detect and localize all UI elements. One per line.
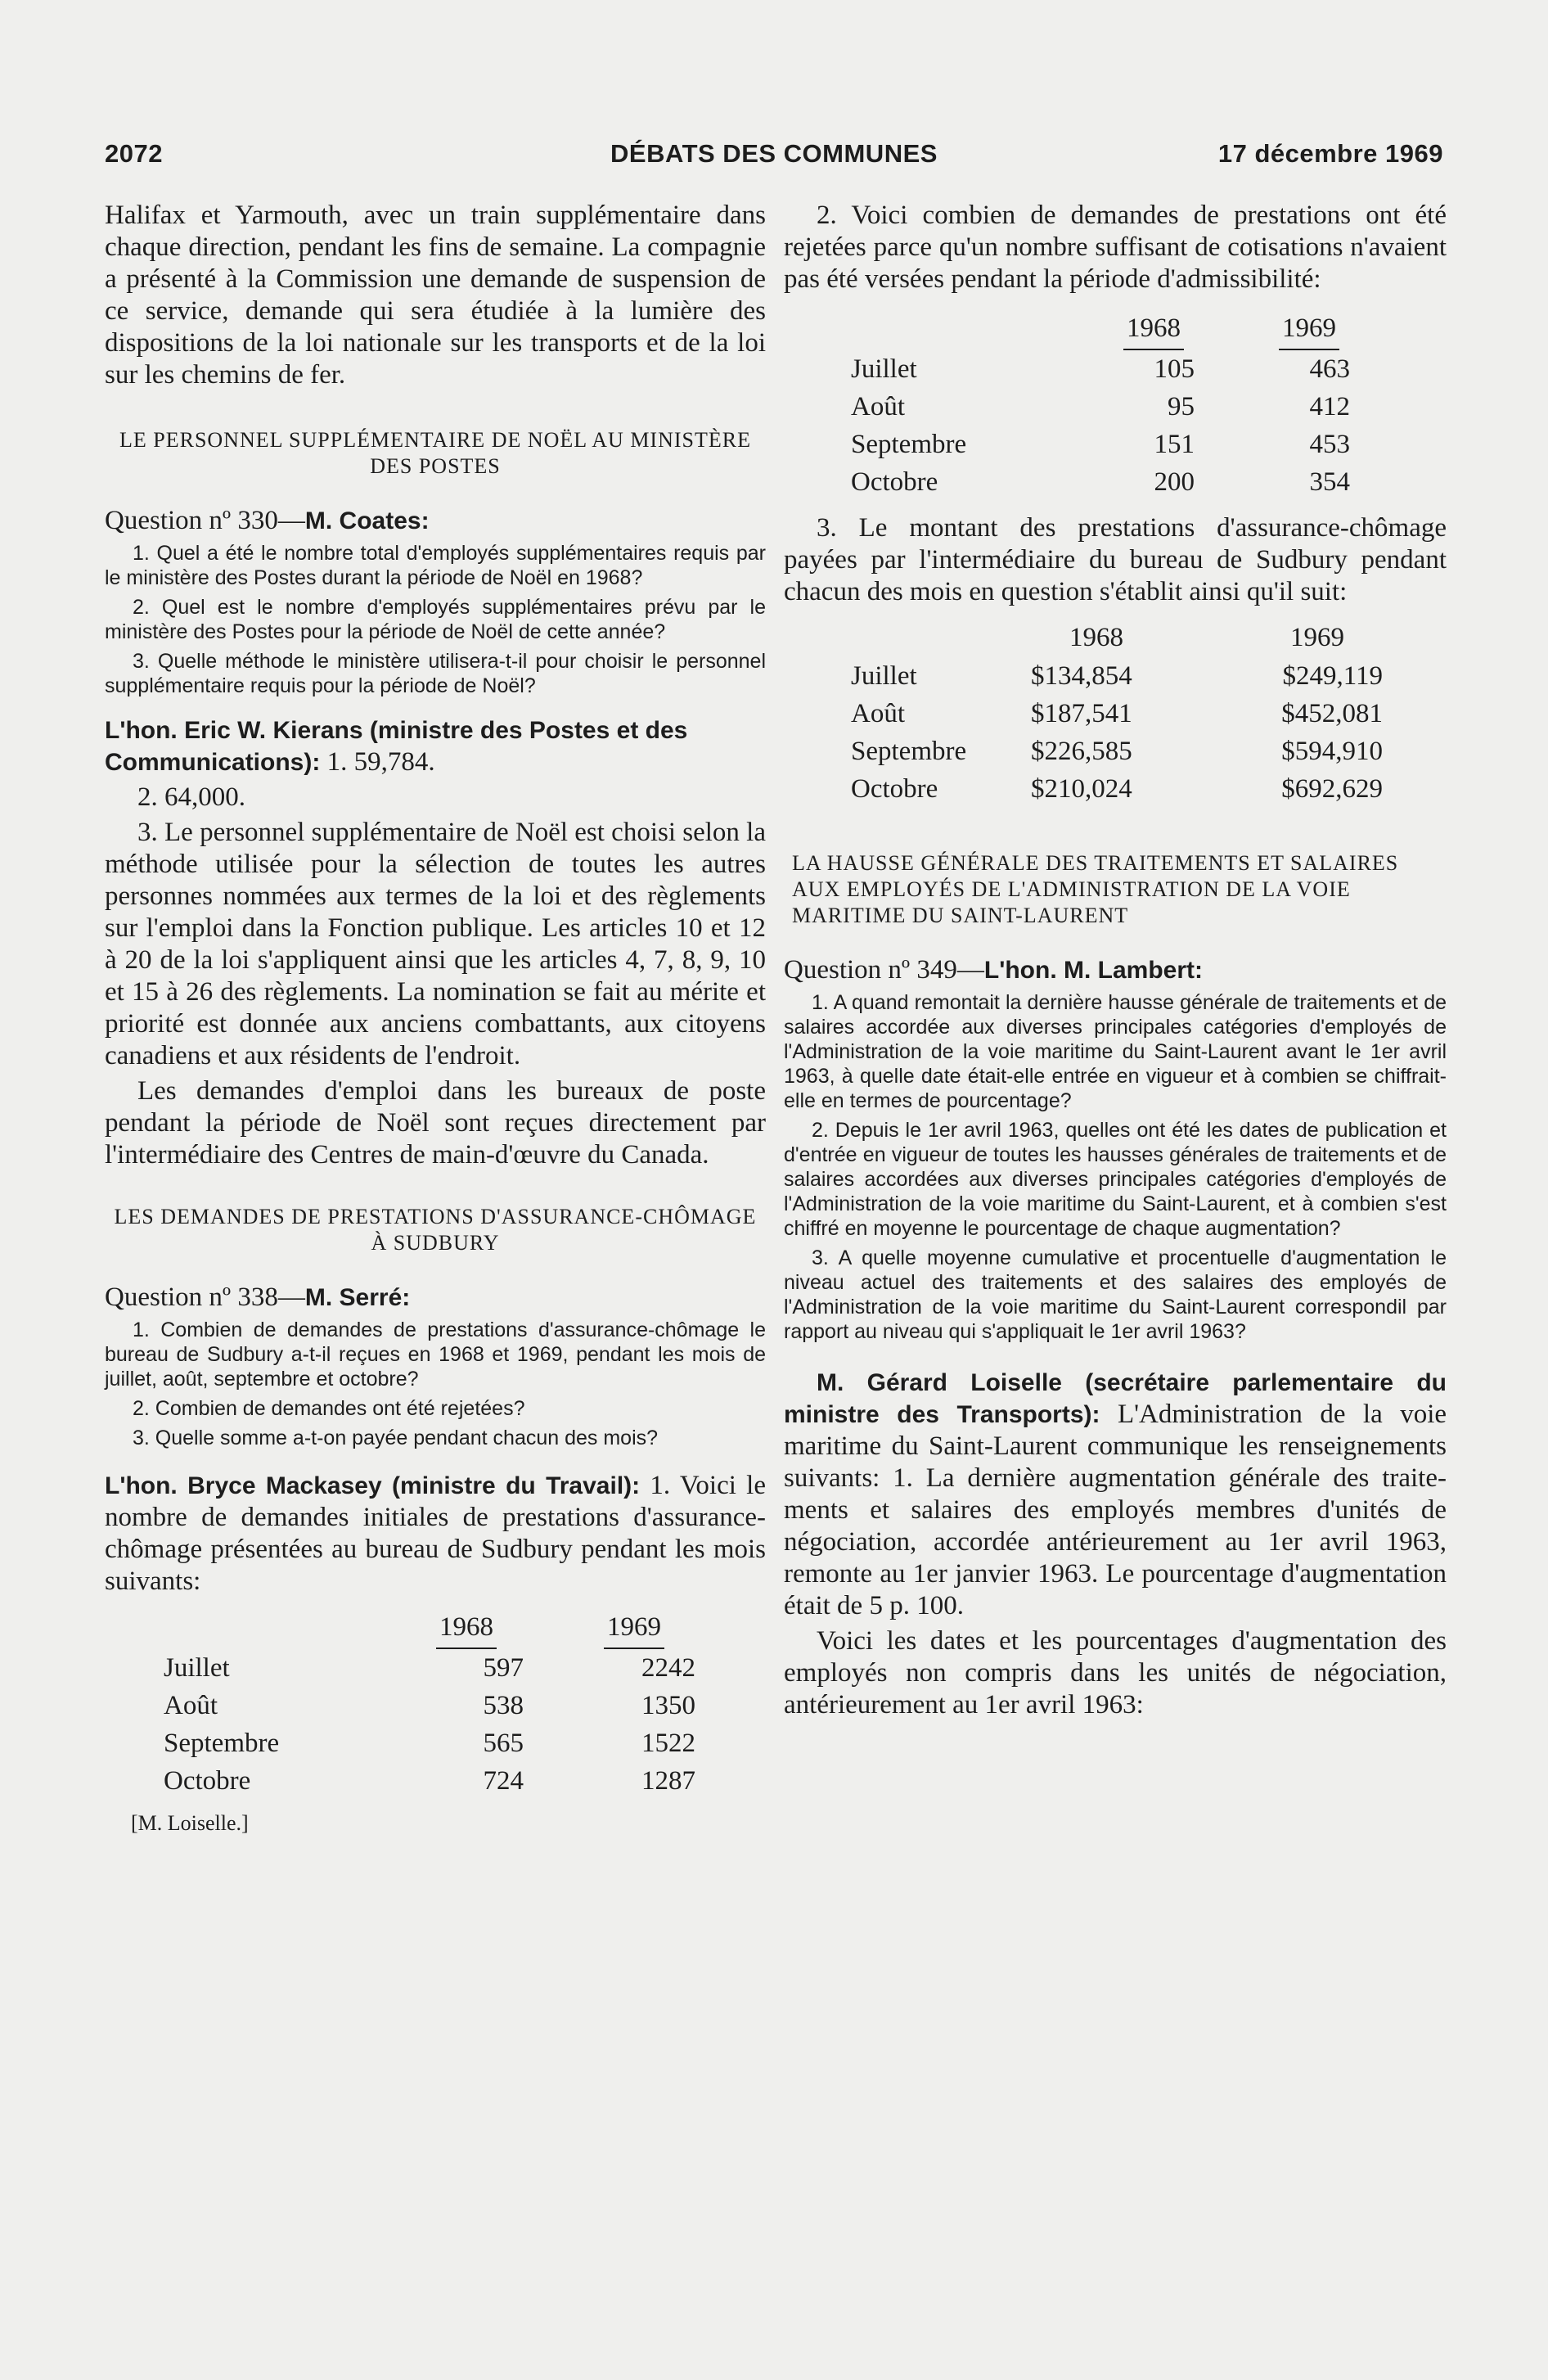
table-header: 1969 [1282, 313, 1336, 343]
table-row [164, 1762, 695, 1800]
question-item: 2. Quel est le nombre d'employés supplémentaires prévu par le ministère des Postes pour la période de Noël de cette année? [105, 596, 766, 643]
month-cell: Juillet [164, 1652, 230, 1683]
claims-table [164, 1612, 695, 1800]
value-cell: 1287 [641, 1765, 695, 1796]
table-row [851, 695, 1383, 732]
question-item: 1. Combien de demandes de prestations d'assurance-chômage le bureau de Sudbury a-t-il reçues en 1968 et 1969, pendant les mois de juillet, août, septembre et octobre? [105, 1318, 766, 1391]
value-cell: 565 [483, 1728, 524, 1758]
section-heading-sudbury: LES DEMANDES DE PRESTATIONS D'ASSURANCE-CHÔMAGE À SUDBURY [114, 1205, 757, 1255]
month-cell: Septembre [851, 429, 967, 459]
value-cell: $692,629 [1281, 773, 1383, 804]
question-item: 1. A quand remontait la dernière hausse générale de traitements et de salaires accordée aux diverses principales catégories d'employés de l'Administration de la voie maritime du Saint-Laurent avant le 1er avril 1963, à quelle date était-elle entrée en vigueur et à combien se chiffrait-elle en termes de pourcentage? [784, 991, 1447, 1112]
page-number: 2072 [105, 139, 163, 168]
question-349-line [784, 953, 1447, 987]
table-row [851, 426, 1350, 463]
value-cell: $210,024 [1031, 773, 1132, 804]
question-338-line [105, 1281, 766, 1314]
answer-item: Voici les dates et les pourcentages d'augmentation des employés non compris dans les unités de négociation, antérieurement au 1er avril 1963: [784, 1626, 1447, 1720]
value-cell: 724 [483, 1765, 524, 1796]
value-cell: 1522 [641, 1728, 695, 1758]
answer-text: L'Administration de la voie maritime du Saint-Laurent communique les renseignements suivants: 1. La dernière augmentation générale des traitements et salaires des employés membres d'unités de négociation, accordée antérieurement au 1er avril 1963, remonte au 1er janvier 1963. Le pourcentage d'augmentation était de 5 p. 100. [784, 1400, 1447, 1620]
question-330-line [105, 504, 766, 538]
table-row [164, 1649, 695, 1687]
table-header: 1968 [1127, 313, 1181, 343]
table-row [164, 1687, 695, 1724]
answer-speaker: L'hon. Bryce Mackasey (ministre du Travail): [105, 1472, 641, 1499]
benefits-paid-table [851, 623, 1383, 808]
speaker-tag: [M. Loiselle.] [131, 1811, 249, 1835]
question-item: 3. Quelle somme a-t-on payée pendant chacun des mois? [133, 1427, 659, 1449]
table-header: 1968 [1069, 623, 1123, 652]
value-cell: 2242 [641, 1652, 695, 1683]
table-header: 1969 [607, 1612, 661, 1642]
publication-title: DÉBATS DES COMMUNES [610, 139, 938, 168]
answer-speaker: L'hon. Eric W. Kierans (ministre des Postes et des Communications): [105, 717, 688, 776]
answer-speaker: M. Gérard Loiselle (secrétaire parlementaire du ministre des Transports): [784, 1369, 1447, 1428]
answer-330 [105, 714, 766, 778]
question-author: L'hon. M. Lambert: [983, 957, 1204, 984]
answer-item: 2. Voici combien de demandes de prestations ont été rejetées parce qu'un nombre suffisant de cotisations n'avaient pas été versées pendant la période d'admissibilité: [784, 201, 1447, 294]
value-cell: 412 [1309, 391, 1350, 421]
value-cell: 354 [1309, 467, 1350, 497]
answer-item: 2. 64,000. [137, 782, 245, 812]
table-header: 1968 [439, 1612, 493, 1642]
month-cell: Août [851, 698, 905, 728]
table-row [851, 732, 1383, 770]
month-cell: Juillet [851, 354, 917, 384]
left-column [105, 200, 766, 1836]
month-cell: Septembre [164, 1728, 280, 1758]
answer-text: 1. Voici le nombre de demandes initiales de prestations d'assurance-chômage présentées au bureau de Sudbury pendant les mois suivants: [105, 1471, 766, 1596]
question-label: Question nº 349— [784, 955, 984, 985]
value-cell: 453 [1309, 429, 1350, 459]
question-author: M. Serré: [304, 1284, 411, 1311]
question-item: 1. Quel a été le nombre total d'employés supplémentaires requis par le ministère des Postes durant la période de Noël en 1968? [105, 542, 766, 589]
question-label: Question nº 338— [105, 1282, 305, 1312]
month-cell: Septembre [851, 736, 967, 766]
question-item: 3. A quelle moyenne cumulative et procentuelle d'augmentation le niveau actuel des traitements et des salaires des employés de l'Administration de la voie maritime du Saint-Laurent correspondil par rapport au niveau qui s'appliquait le 1er avril 1963? [784, 1246, 1447, 1343]
question-author: M. Coates: [304, 507, 430, 534]
right-column [784, 200, 1447, 1721]
table-row [851, 770, 1383, 808]
month-cell: Octobre [164, 1765, 251, 1796]
value-cell: $452,081 [1281, 698, 1383, 728]
question-item: 3. Quelle méthode le ministère utilisera-t-il pour choisir le personnel supplémentaire requis pour la période de Noël? [105, 650, 766, 697]
section-heading-christmas-staff: LE PERSONNEL SUPPLÉMENTAIRE DE NOËL AU MINISTÈRE DES POSTES [119, 428, 751, 478]
table-row [851, 388, 1350, 426]
value-cell: 1350 [641, 1690, 695, 1720]
table-row [851, 463, 1350, 501]
value-cell: $594,910 [1281, 736, 1383, 766]
value-cell: $187,541 [1031, 698, 1132, 728]
running-header [105, 139, 1443, 175]
month-cell: Août [851, 391, 905, 421]
question-item: 2. Depuis le 1er avril 1963, quelles ont été les dates de publication et d'entrée en vigueur de toutes les hausses générales de traitements et de salaires accordées aux diverses principales catégories d'employés de l'Administration de la voie maritime du Saint-Laurent, et à combien s'est chiffré en moyenne le pourcentage de chaque augmentation? [784, 1119, 1447, 1240]
intro-paragraph: Halifax et Yarmouth, avec un train supplémentaire dans chaque direction, pendant les fins de semaine. La compagnie a présenté à la Commission une demande de suspension de ce service, demande qui sera étudiée à la lumière des dispositions de la loi nationale sur les transports et de la loi sur les chemins de fer. [105, 201, 766, 390]
table-row [851, 657, 1383, 695]
value-cell: 200 [1154, 467, 1195, 497]
month-cell: Octobre [851, 773, 938, 804]
table-header: 1969 [1290, 623, 1344, 652]
value-cell: 105 [1154, 354, 1195, 384]
page-date: 17 décembre 1969 [1217, 139, 1443, 168]
answer-338 [105, 1470, 766, 1598]
rejected-claims-table [851, 313, 1350, 501]
value-cell: 463 [1309, 354, 1350, 384]
value-cell: 538 [483, 1690, 524, 1720]
answer-item: 3. Le personnel supplémentaire de Noël est choisi selon la méthode utilisée pour la sélection de toutes les autres personnes nommées aux termes de la loi et des règlements sur l'emploi dans la Fonction publique. Les articles 10 et 12 à 20 de la loi s'appliquent ainsi que les articles 4, 7, 8, 9, 10 et 15 à 26 des règlements. La nomination se fait au mérite et priorité est donnée aux anciens combattants, aux citoyens canadiens et aux résidents de l'endroit. [105, 818, 766, 1071]
answer-349 [784, 1367, 1447, 1622]
value-cell: 95 [1168, 391, 1195, 421]
month-cell: Octobre [851, 467, 938, 497]
section-heading-seaway: LA HAUSSE GÉNÉRALE DES TRAITEMENTS ET SALAIRES AUX EMPLOYÉS DE L'ADMINISTRATION DE LA VOIE MARITIME DU SAINT-LAURENT [792, 851, 1399, 927]
month-cell: Août [164, 1690, 218, 1720]
month-cell: Juillet [851, 660, 917, 691]
answer-text: 1. 59,784. [320, 747, 435, 777]
answer-item: Les demandes d'emploi dans les bureaux de poste pendant la période de Noël sont reçues directement par l'intermédiaire des Centres de main-d'œuvre du Canada. [105, 1076, 766, 1170]
question-item: 2. Combien de demandes ont été rejetées? [133, 1397, 525, 1420]
table-row [851, 350, 1350, 388]
question-label: Question nº 330— [105, 506, 305, 535]
value-cell: $249,119 [1282, 660, 1383, 691]
table-row [164, 1724, 695, 1762]
answer-item: 3. Le montant des prestations d'assurance-chômage payées par l'intermédiaire du bureau de Sudbury pendant chacun des mois en question s'établit ainsi qu'il suit: [784, 513, 1447, 606]
value-cell: $134,854 [1031, 660, 1132, 691]
value-cell: $226,585 [1031, 736, 1132, 766]
value-cell: 151 [1154, 429, 1195, 459]
value-cell: 597 [483, 1652, 524, 1683]
